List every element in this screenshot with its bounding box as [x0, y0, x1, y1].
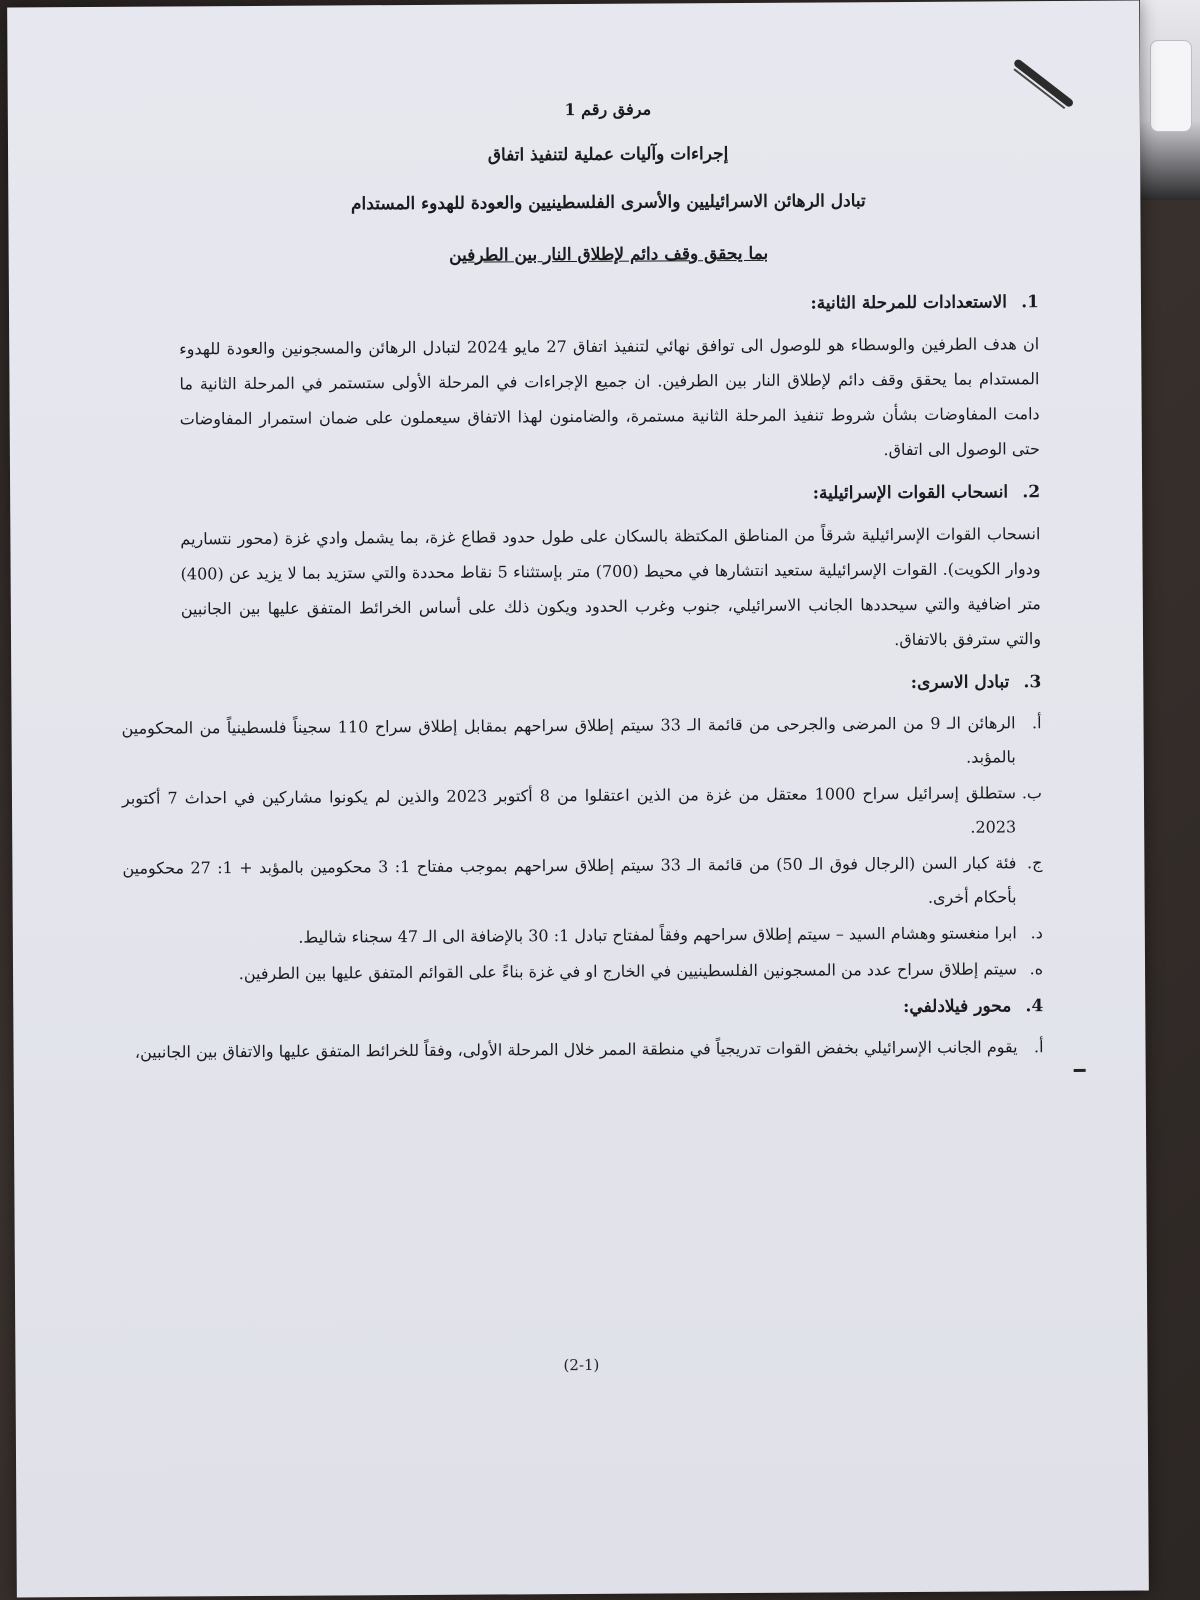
section-number: 3. — [1023, 672, 1042, 693]
section-3-heading — [181, 672, 1041, 697]
section-title: انسحاب القوات الإسرائيلية: — [812, 482, 1009, 504]
section-number: 4. — [1025, 996, 1044, 1017]
section-4-heading — [183, 996, 1043, 1021]
section-number: 1. — [1021, 292, 1040, 313]
item-letter: أ. — [1033, 1037, 1044, 1057]
section-number: 2. — [1022, 482, 1041, 503]
title-line-2: تبادل الرهائن الاسرائيليين والأسرى الفلسطينيين والعودة للهدوء المستدام — [350, 191, 866, 215]
margin-mark — [1074, 1069, 1086, 1072]
document-content — [121, 97, 1044, 1079]
list-item — [123, 1030, 1043, 1070]
item-text: سيتم إطلاق سراح عدد من المسجونين الفلسطينيين في الخارج او في غزة بناءً على القوائم المتفق عليها بين الطرفين. — [238, 959, 1018, 984]
item-letter: ج. — [1026, 853, 1043, 873]
list-item — [123, 952, 1043, 992]
list-item — [123, 916, 1043, 956]
title-line-1: إجراءات وآليات عملية لتنفيذ اتفاق — [487, 144, 729, 166]
item-text: ابرا منغستو وهشام السيد – سيتم إطلاق سراحهم وفقاً لمفتاح تبادل 1: 30 بالإضافة الى الـ 47 سجناء شاليط. — [298, 923, 1017, 947]
item-text: يقوم الجانب الإسرائيلي بخفض القوات تدريجياً في منطقة الممر خلال المرحلة الأولى، وفقاً للخرائط المتفق عليها والاتفاق بين الجانبين، — [134, 1037, 1018, 1062]
list-item — [122, 776, 1042, 850]
section-2-paragraph: انسحاب القوات الإسرائيلية شرقاً من المناطق المكتظة بالسكان على طول حدود قطاع غزة، بما يشمل وادي غزة (محور نتساريم ودوار الكويت). القوات الإسرائيلية ستعيد انتشارها في محيط (700) متر بإستثناء 5 نقاط محددة والتي ستزيد بما لا يزيد عن (400) متر اضافية والتي سيحددها الجانب الاسرائيلي، جنوب وغرب الحدود ويكون ذلك على أساس الخرائط المتفق عليها بين الجانبين والتي سترفق بالاتفاق. — [180, 524, 1042, 650]
page-number: (2-1) — [563, 1355, 600, 1375]
item-letter: ه. — [1029, 959, 1044, 979]
section-title: الاستعدادات للمرحلة الثانية: — [810, 292, 1008, 314]
section-1-heading — [179, 292, 1039, 317]
desk-object — [1150, 40, 1192, 132]
item-letter: أ. — [1031, 713, 1042, 733]
list-item — [121, 706, 1041, 780]
section-2-heading — [180, 482, 1040, 507]
title-line-3: بما يحقق وقف دائم لإطلاق النار بين الطرفين — [449, 243, 769, 266]
item-text: ستطلق إسرائيل سراح 1000 معتقل من غزة من الذين اعتقلوا من 8 أكتوبر 2023 والذين لم يكونوا مشاركين في احداث 7 أكتوبر 2023. — [121, 783, 1017, 837]
section-title: محور فيلادلفي: — [903, 996, 1012, 1018]
section-4-list — [123, 1030, 1043, 1070]
item-text: فئة كبار السن (الرجال فوق الـ 50) من قائمة الـ 33 سيتم إطلاق سراحهم بموجب مفتاح 1: 3 محكومين بالمؤبد + 1: 27 محكومين بأحكام أخرى. — [122, 853, 1017, 907]
item-letter: ب. — [1021, 783, 1043, 803]
section-3-list — [121, 706, 1043, 992]
item-letter: د. — [1030, 923, 1043, 943]
section-title: تبادل الاسرى: — [910, 672, 1010, 693]
attachment-label: مرفق رقم 1 — [564, 99, 652, 120]
title-block — [178, 97, 1039, 267]
document-page — [7, 1, 1149, 1598]
desk-corner — [1140, 0, 1200, 200]
item-text: الرهائن الـ 9 من المرضى والجرحى من قائمة الـ 33 سيتم إطلاق سراحهم بمقابل إطلاق سراح 110 سجيناً فلسطينياً من المحكومين بالمؤبد. — [121, 713, 1016, 767]
list-item — [122, 846, 1042, 920]
section-1-paragraph: ان هدف الطرفين والوسطاء هو للوصول الى توافق نهائي لتنفيذ اتفاق 27 مايو 2024 لتبادل الرهائن والمسجونين والعودة للهدوء المستدام بما يحقق وقف دائم لإطلاق النار بين الطرفين. ان جميع الإجراءات في المرحلة الأولى ستستمر في المرحلة الثانية ما دامت المفاوضات بشأن شروط تنفيذ المرحلة الثانية مستمرة، والضامنون لهذا الاتفاق سيعملون على ضمان استمرار المفاوضات حتى الوصول الى اتفاق. — [179, 334, 1040, 460]
